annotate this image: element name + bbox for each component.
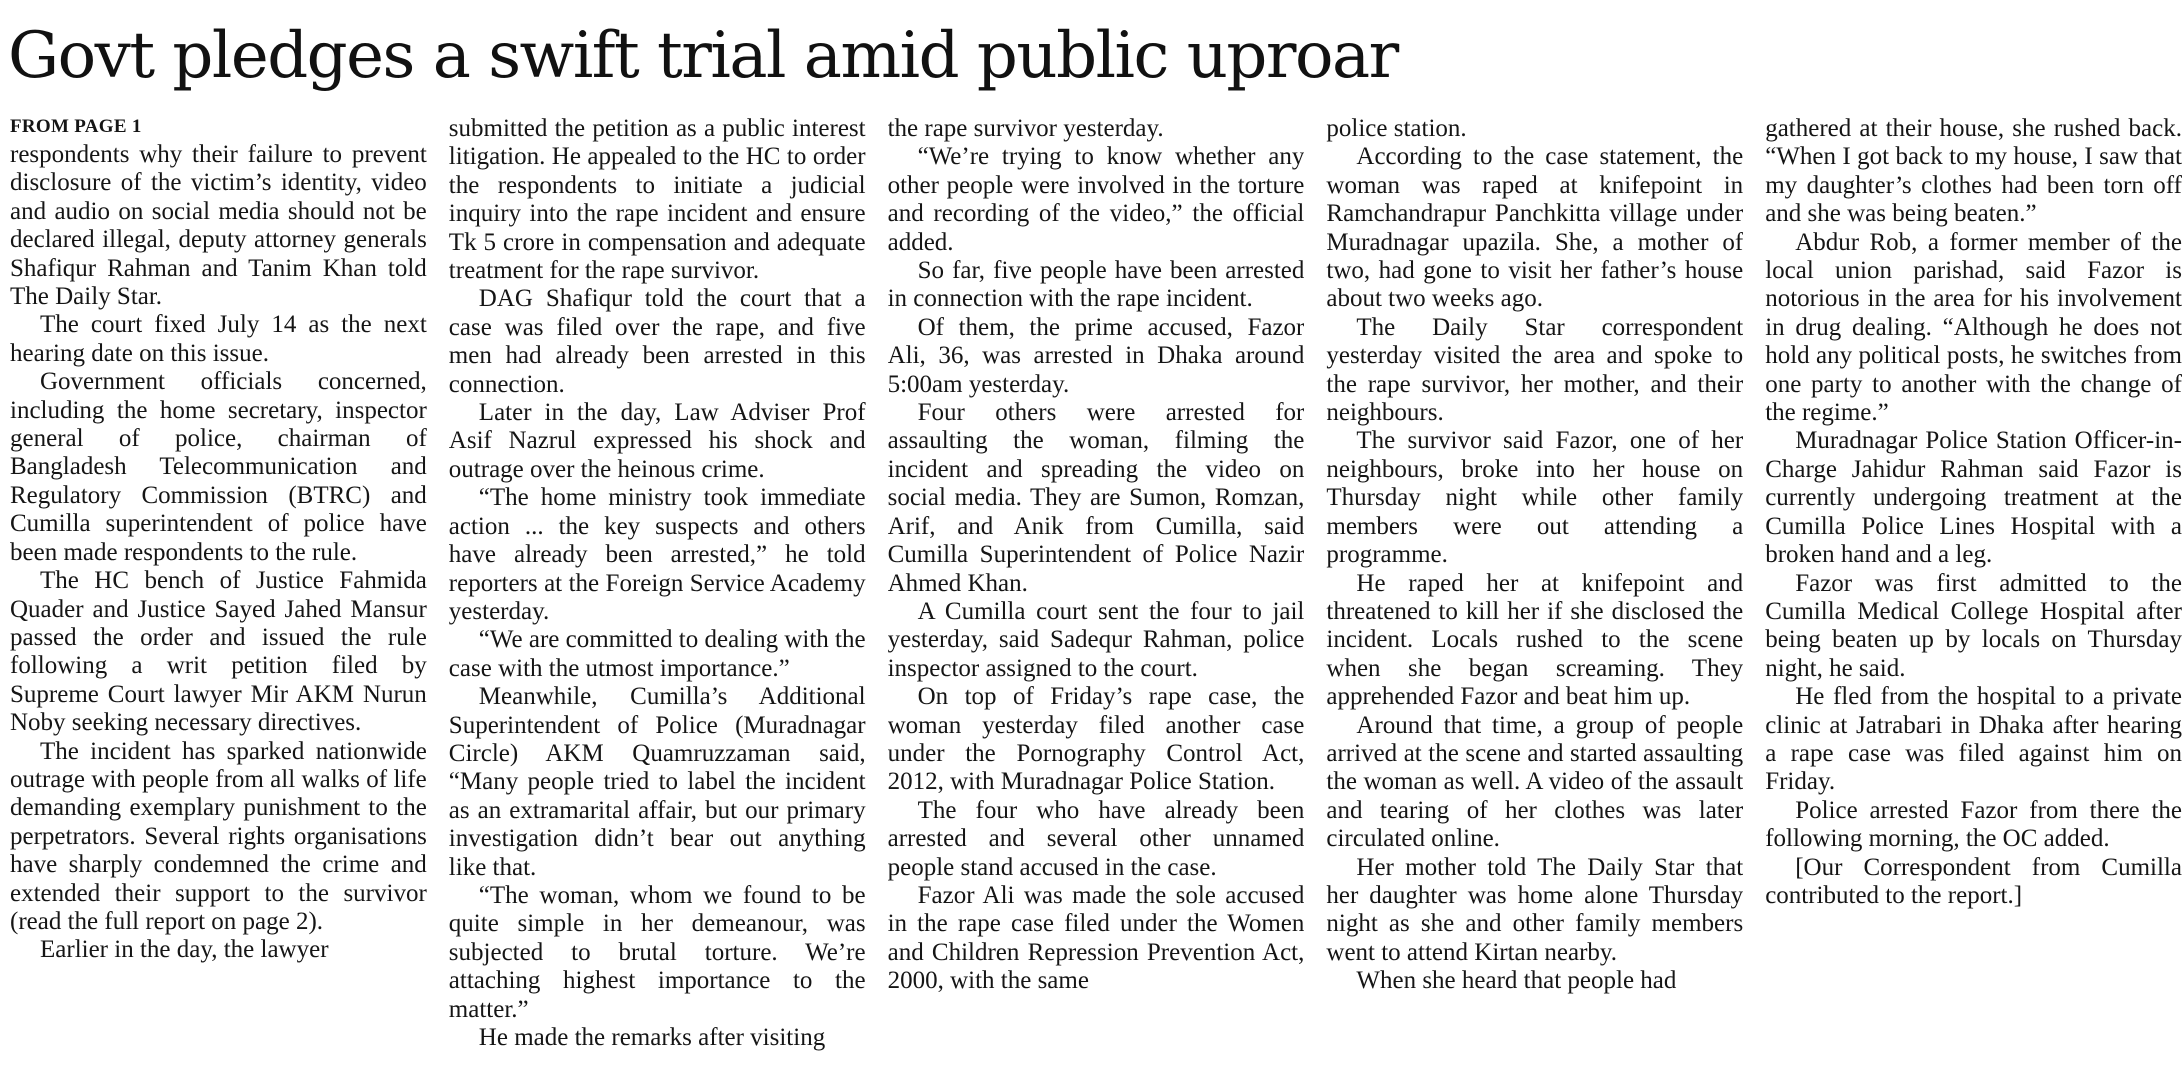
paragraph: So far, five people have been arrested in connection with the rape incident.: [887, 257, 1305, 313]
paragraph: “The woman, whom we found to be quite simple in her demeanour, was subjected to brutal torture. We’re attaching highest importance to the matter.”: [448, 881, 866, 1023]
paragraph: When she heard that people had: [1356, 967, 1677, 995]
paragraph: Four others were arrested for assaulting the woman, filming the incident and spreading the video on social media. They are Sumon, Romzan, Arif, and Anik from Cumilla, said Cumilla Superintendent of Police Nazir Ahmed Khan.: [887, 399, 1305, 597]
paragraph: He made the remarks after visiting: [478, 1024, 826, 1051]
paragraph: the rape survivor yesterday.: [887, 115, 1164, 142]
continuation-kicker: FROM PAGE 1: [10, 116, 142, 137]
paragraph: “We are committed to dealing with the case with the utmost importance.”: [448, 626, 866, 682]
paragraph: A Cumilla court sent the four to jail yesterday, said Sadequr Rahman, police inspector assigned to the court.: [887, 597, 1305, 682]
paragraph: submitted the petition as a public interest litigation. He appealed to the HC to order the respondents to initiate a judicial inquiry into the rape incident and ensure Tk 5 crore in compensation and adequate treatment for the rape survivor.: [448, 115, 866, 285]
paragraph: The court fixed July 14 as the next hearing date on this issue.: [10, 311, 427, 367]
paragraph: According to the case statement, the woman was raped at knifepoint in Ramchandrapur Panchkitta village under Muradnagar upazila. She, a mother of two, had gone to visit her father’s house about two weeks ago.: [1326, 143, 1744, 313]
paragraph: The incident has sparked nationwide outrage with people from all walks of life demanding exemplary punishment to the perpetrators. Several rights organisations have sharply condemned the crime and extended their support to the survivor (read the full report on page 2).: [10, 737, 427, 935]
paragraph: Later in the day, Law Adviser Prof Asif Nazrul expressed his shock and outrage over the heinous crime.: [448, 399, 866, 483]
paragraph: Government officials concerned, including the home secretary, inspector general of police, chairman of Bangladesh Telecommunication and Regulatory Commission (BTRC) and Cumilla superintendent of police have been made respondents to the rule.: [10, 368, 427, 566]
paragraph: He fled from the hospital to a private clinic at Jatrabari in Dhaka after hearing a rape case was filed against him on Friday.: [1765, 683, 2182, 796]
article-column-4: [1326, 115, 1743, 1082]
paragraph: gathered at their house, she rushed back. “When I got back to my house, I saw that my daughter’s clothes had been torn off and she was being beaten.”: [1765, 115, 2182, 228]
paragraph: Fazor was first admitted to the Cumilla Medical College Hospital after being beaten up by locals on Thursday night, he said.: [1765, 569, 2182, 682]
paragraph: Around that time, a group of people arrived at the scene and started assaulting the woman as well. A video of the assault and tearing of her clothes was later circulated online.: [1326, 711, 1744, 853]
paragraph: DAG Shafiqur told the court that a case was filed over the rape, and five men had already been arrested in this connection.: [448, 285, 866, 398]
paragraph: police station.: [1326, 115, 1467, 142]
paragraph: Her mother told The Daily Star that her daughter was home alone Thursday night as she and other family members went to attend Kirtan nearby.: [1326, 853, 1744, 966]
paragraph: Muradnagar Police Station Officer-in-Charge Jahidur Rahman said Fazor is currently undergoing treatment at the Cumilla Police Lines Hospital with a broken hand and a leg.: [1765, 427, 2182, 569]
paragraph: Meanwhile, Cumilla’s Additional Superintendent of Police (Muradnagar Circle) AKM Quamruzzaman said, “Many people tried to label the incident as an extramarital affair, but our primary investigation didn’t bear out anything like that.: [448, 683, 866, 881]
paragraph: Abdur Rob, a former member of the local union parishad, said Fazor is notorious in the area for his involvement in drug dealing. “Although he does not hold any political posts, he switches from one party to another with the change of the regime.”: [1765, 228, 2182, 427]
paragraph: The four who have already been arrested and several other unnamed people stand accused in the case.: [887, 796, 1305, 881]
paragraph: Fazor Ali was made the sole accused in the rape case filed under the Women and Children Repression Prevention Act, 2000, with the same: [887, 881, 1305, 995]
paragraph: On top of Friday’s rape case, the woman yesterday filed another case under the Pornography Control Act, 2012, with Muradnagar Police Station.: [887, 683, 1305, 796]
paragraph: respondents why their failure to prevent disclosure of the victim’s identity, video and audio on social media should not be declared illegal, deputy attorney generals Shafiqur Rahman and Tanim Khan told The Daily Star.: [10, 141, 427, 311]
article-column-3: [888, 115, 1305, 1082]
paragraph: “The home ministry took immediate action ... the key suspects and others have already been arrested,” he told reporters at the Foreign Service Academy yesterday.: [448, 484, 866, 625]
paragraph: “We’re trying to know whether any other people were involved in the torture and recording of the video,” the official added.: [887, 143, 1305, 256]
paragraph: Earlier in the day, the lawyer: [40, 936, 329, 964]
article-column-2: [449, 115, 866, 1082]
article-column-5: [1765, 115, 2182, 1082]
paragraph: The HC bench of Justice Fahmida Quader and Justice Sayed Jahed Mansur passed the order and issued the rule following a writ petition filed by Supreme Court lawyer Mir AKM Nurun Noby seeking necessary directives.: [10, 567, 427, 737]
paragraph: Of them, the prime accused, Fazor Ali, 36, was arrested in Dhaka around 5:00am yesterday.: [887, 313, 1305, 398]
headline: Govt pledges a swift trial amid public uproar: [8, 19, 1398, 93]
article-body: [10, 115, 2182, 1082]
paragraph: [Our Correspondent from Cumilla contributed to the report.]: [1765, 853, 2182, 909]
paragraph: He raped her at knifepoint and threatened to kill her if she disclosed the incident. Locals rushed to the scene when she began screaming. They apprehended Fazor and beat him up.: [1326, 569, 1744, 711]
paragraph: The survivor said Fazor, one of her neighbours, broke into her house on Thursday night while other family members were out attending a programme.: [1326, 427, 1744, 569]
paragraph: The Daily Star correspondent yesterday visited the area and spoke to the rape survivor, her mother, and their neighbours.: [1326, 313, 1744, 427]
article-column-1: [10, 115, 427, 1082]
paragraph: Police arrested Fazor from there the following morning, the OC added.: [1765, 796, 2182, 853]
